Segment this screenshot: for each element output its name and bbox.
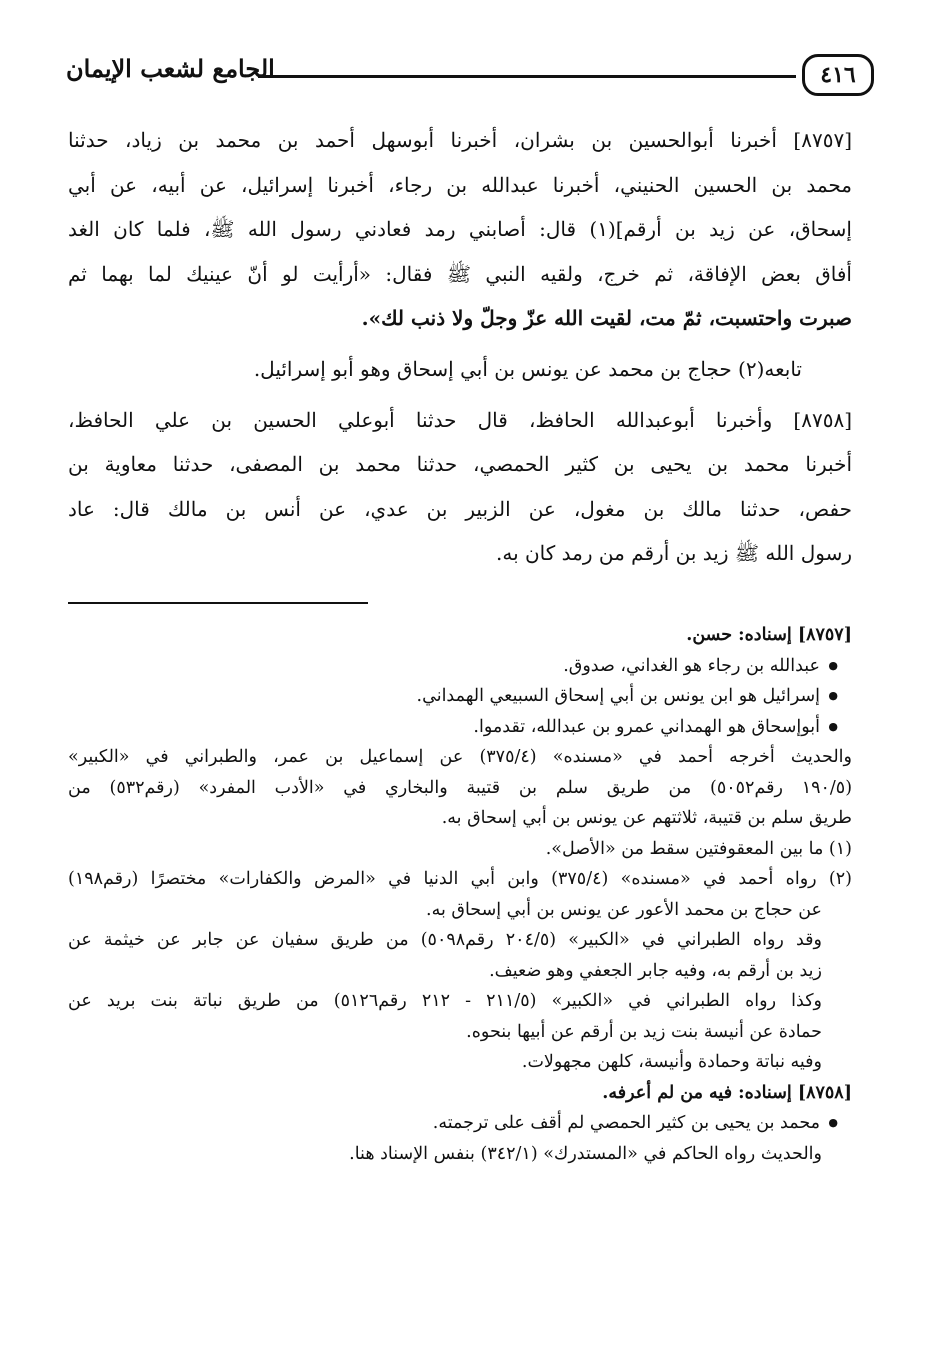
- footnote-line: حمادة عن أنيسة بنت زيد بن أرقم عن أبيها بنحوه.: [466, 1021, 822, 1042]
- main-text: [68, 118, 852, 576]
- text-line: أخبرنا محمد بن يحيى بن كثير الحمصي، حدثنا محمد بن المصفى، حدثنا معاوية بن: [68, 452, 852, 477]
- footnote-line: والحديث رواه الحاكم في «المستدرك» (٣٤٢/١) بنفس الإسناد هنا.: [349, 1143, 822, 1164]
- footnote-line: وقد رواه الطبراني في «الكبير» (٢٠٤/٥ رقم٥٠٩٨) من طريق سفيان عن جابر عن خيثمة عن: [68, 930, 822, 950]
- footnote-separator: [68, 602, 368, 604]
- footnote-line: (١٩٠/٥ رقم٥٠٥٢) من طريق سلم بن قتيبة والبخاري في «الأدب المفرد» (رقم٥٣٢) من: [68, 777, 852, 798]
- footnote-line: (٢) رواه أحمد في «مسنده» (٣٧٥/٤) وابن أبي الدنيا في «المرض والكفارات» مختصرًا (رقم١٩٨): [68, 869, 852, 889]
- text-line: رسول الله ﷺ زيد بن أرقم من رمد كان به.: [495, 541, 852, 566]
- footnote-line: ● عبدالله بن رجاء هو الغداني، صدوق.: [68, 651, 852, 682]
- page-number-badge: ٤١٦: [802, 54, 874, 96]
- running-header: [66, 42, 856, 98]
- text-line: حفص، حدثنا مالك بن مغول، عن الزبير بن عدي، عن أنس بن مالك قال: عاد: [68, 496, 852, 521]
- text-line: صبرت واحتسبت، ثمّ مت، لقيت الله عزّ وجلّ ولا ذنب لك».: [361, 306, 852, 331]
- footnote-line: وكذا رواه الطبراني في «الكبير» (٢١١/٥ - ٢١٢ رقم٥١٢٦) من طريق نباتة بنت بريد عن: [68, 991, 822, 1011]
- footnote-line: (١) ما بين المعقوفتين سقط من «الأصل».: [545, 838, 852, 859]
- footnote-line: عن حجاج بن محمد الأعور عن يونس بن أبي إسحاق به.: [426, 899, 822, 920]
- footnote-line: وفيه نباتة وحمادة وأنيسة، كلهن مجهولات.: [521, 1052, 822, 1072]
- footnote-line: والحديث أخرجه أحمد في «مسنده» (٣٧٥/٤) عن إسماعيل بن عمر، والطبراني في «الكبير»: [68, 747, 852, 767]
- footnotes: [68, 620, 852, 1169]
- book-title: الجامع لشعب الإيمان: [66, 54, 275, 83]
- footnote-line: ● إسرائيل هو ابن يونس بن أبي إسحاق السبيعي الهمداني.: [68, 681, 852, 712]
- header-rule: [258, 75, 796, 78]
- text-line: [٨٧٥٨] وأخبرنا أبوعبدالله الحافظ، قال حدثنا أبوعلي الحسين بن علي الحافظ،: [68, 407, 852, 432]
- text-line: أفاق بعض الإفاقة، ثم خرج، ولقيه النبي ﷺ فقال: «أرأيت لو أنّ عينيك لما بهما ثم: [68, 261, 852, 286]
- footnote-line: طريق سلم بن قتيبة، ثلاثتهم عن يونس بن أبي إسحاق به.: [441, 808, 852, 828]
- book-page: [66, 0, 856, 1371]
- text-line: [٨٧٥٧] أخبرنا أبوالحسين بن بشران، أخبرنا أبوسهل أحمد بن محمد بن زياد، حدثنا: [68, 128, 852, 152]
- footnote-line: ● محمد بن يحيى بن كثير الحمصي لم أقف على ترجمته.: [68, 1108, 852, 1139]
- text-line: إسحاق، عن زيد بن أرقم](١) قال: أصابني رمد فعادني رسول الله ﷺ، فلما كان الغد: [68, 217, 852, 242]
- footnote-line: ● أبوإسحاق هو الهمداني عمرو بن عبدالله، تقدموا.: [68, 712, 852, 743]
- text-line: تابعه(٢) حجاج بن محمد عن يونس بن أبي إسحاق وهو أبو إسرائيل.: [253, 356, 802, 381]
- footnote-line: زيد بن أرقم به، وفيه جابر الجعفي وهو ضعيف.: [489, 960, 822, 981]
- footnote-line: [٨٧٥٧] إسناده: حسن.: [686, 625, 852, 645]
- footnote-line: [٨٧٥٨] إسناده: فيه من لم أعرفه.: [602, 1082, 852, 1103]
- text-line: محمد بن الحسين الحنيني، أخبرنا عبدالله بن رجاء، أخبرنا إسرائيل، عن أبيه، عن أبي: [68, 172, 852, 197]
